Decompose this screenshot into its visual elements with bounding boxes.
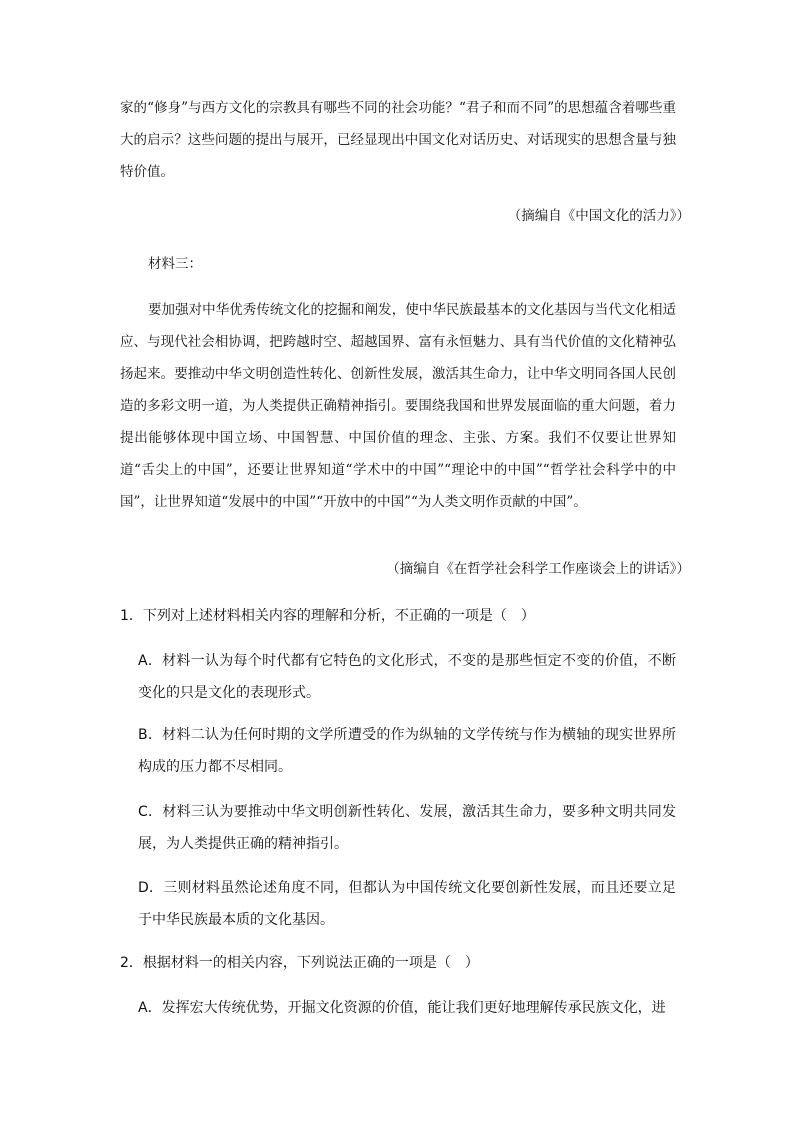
question-2-stem: 2．根据材料一的相关内容，下列说法正确的一项是（ ） — [120, 955, 479, 971]
source-citation-2: （摘编自《在哲学社会科学工作座谈会上的讲话》） — [386, 561, 690, 577]
material-three-body: 要加强对中华优秀传统文化的挖掘和阐发，使中华民族最基本的文化基因与当代文化相适应、与现代社会相协调，把跨越时空、超越国界、富有永恒魅力、具有当代价值的文化精神弘扬起来。要推动中华文明创造性转化、创新性发展，激活其生命力，让中华文明同各国人民创造的多彩文明一道，为人类提供正确精神指引。要围绕我国和世界发展面临的重大问题，着力提出能够体现中国立场、中国智慧、中国价值的理念、主张、方案。我们不仅要让世界知道“舌尖上的中国”，还要让世界知道“学术中的中国”“理论中的中国”“哲学社会科学中的中国”，让世界知道“发展中的中国”“开放中的中国”“为人类文明作贡献的中国”。 — [120, 302, 676, 510]
question-1-option-c: C．材料三认为要推动中华文明创新性转化、发展，激活其生命力，要多种文明共同发展，为人类提供正确的精神指引。 — [138, 804, 676, 852]
question-1-option-a: A．材料一认为每个时代都有它特色的文化形式，不变的是那些恒定不变的价值，不断变化的只是文化的表现形式。 — [138, 653, 676, 701]
paragraph-continuation: 家的“修身”与西方文化的宗教具有哪些不同的社会功能？“君子和而不同”的思想蕴含着哪些重大的启示？这些问题的提出与展开，已经显现出中国文化对话历史、对话现实的思想含量与独特价值。 — [120, 100, 676, 180]
question-1-stem: 1．下列对上述材料相关内容的理解和分析，不正确的一项是（ ） — [120, 608, 535, 624]
question-1-option-b: B．材料二认为任何时期的文学所遭受的作为纵轴的文学传统与作为横轴的现实世界所构成的压力都不尽相同。 — [138, 727, 676, 775]
material-three-title: 材料三： — [148, 256, 202, 272]
question-2-option-a: A．发挥宏大传统优势，开掘文化资源的价值，能让我们更好地理解传承民族文化，进 — [138, 1000, 666, 1016]
source-citation-1: （摘编自《中国文化的活力》） — [507, 208, 690, 224]
question-1-option-d: D．三则材料虽然论述角度不同，但都认为中国传统文化要创新性发展，而且还要立足于中华民族最本质的文化基因。 — [138, 880, 676, 928]
